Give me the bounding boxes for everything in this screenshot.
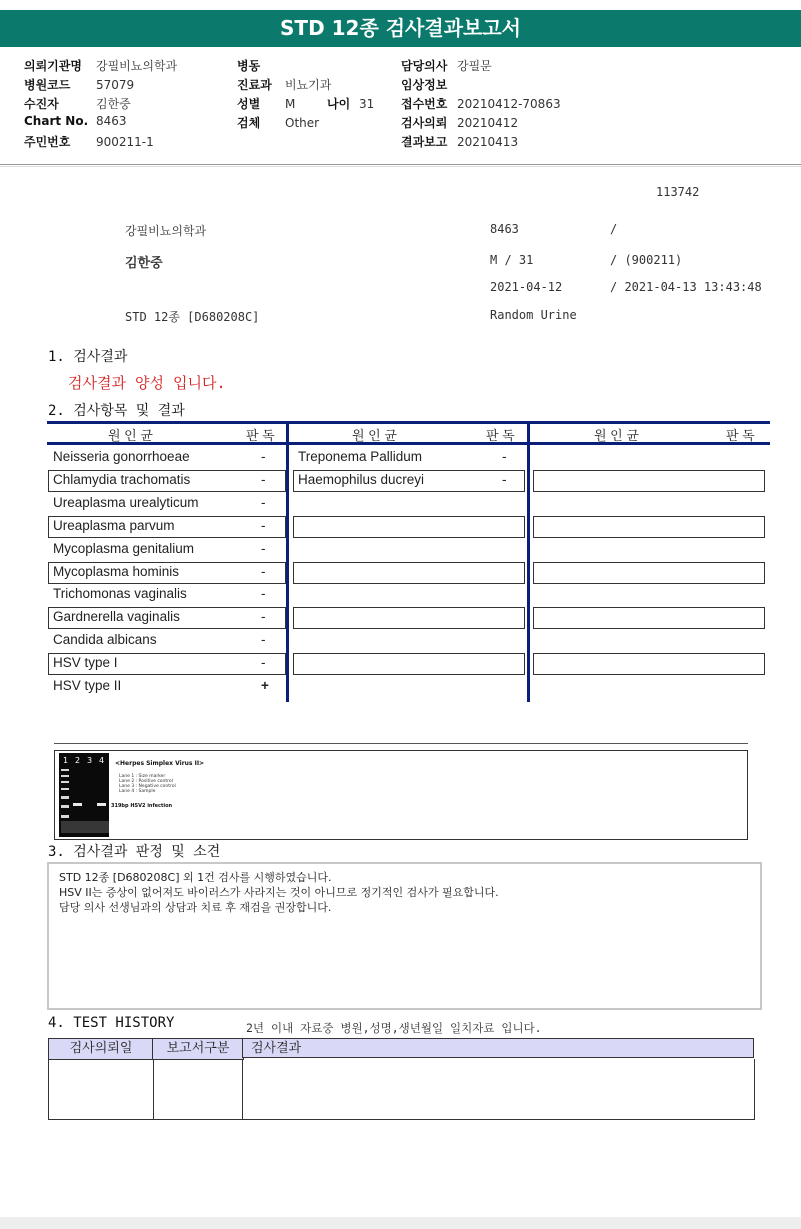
pathogen-result: - — [261, 586, 266, 601]
pathogen-name: Ureaplasma urealyticum — [53, 495, 199, 510]
header-divider-shadow — [0, 166, 801, 167]
sex-value: M — [285, 97, 296, 111]
report-value: 20210413 — [457, 135, 519, 149]
col2-row-box — [293, 653, 525, 675]
gel-lane-label-4: 4 — [99, 756, 105, 765]
col1-pathogen-header: 원 인 균 — [108, 428, 153, 443]
pathogen-result: + — [261, 678, 269, 693]
gel-legend-1: Lane 1 : Size marker — [119, 774, 166, 779]
pathogen-name: Candida albicans — [53, 632, 157, 647]
gel-sample-band — [97, 803, 106, 806]
pathogen-result: - — [261, 609, 266, 624]
gel-legend-3: Lane 3 : Negative control — [119, 784, 176, 789]
age-label: 나이 — [327, 97, 351, 111]
col3-row-box — [533, 470, 765, 492]
gel-image-box — [54, 750, 748, 840]
pathogen-result: - — [261, 655, 266, 670]
header-divider — [0, 164, 801, 165]
receipt-label: 접수번호 — [401, 97, 448, 111]
col3-row-box — [533, 653, 765, 675]
col3-row-box — [533, 562, 765, 584]
report-test: STD 12종 [D680208C] — [125, 310, 260, 324]
report-title: STD 12종 검사결과보고서 — [0, 10, 801, 47]
col3-judge-header: 판 독 — [726, 428, 755, 443]
report-chart: 8463 — [490, 222, 519, 236]
specimen-value: Other — [285, 116, 320, 130]
doctor-value: 강필문 — [457, 59, 492, 73]
age-value: 31 — [359, 97, 375, 111]
report-specimen: Random Urine — [490, 308, 577, 322]
col3-row-box — [533, 516, 765, 538]
results-header-rule — [47, 442, 770, 445]
pathogen-result: - — [261, 495, 266, 510]
history-cell-report-type — [152, 1059, 243, 1120]
pathogen-name: Treponema Pallidum — [298, 449, 423, 464]
pathogen-result: - — [261, 541, 266, 556]
report-birth: / (900211) — [610, 253, 683, 267]
pathogen-result: - — [502, 449, 507, 464]
header-right — [401, 57, 561, 152]
gel-top-rule — [54, 743, 748, 744]
receipt-value: 20210412-70863 — [457, 97, 561, 111]
pathogen-name: HSV type I — [53, 655, 118, 670]
request-label: 검사의뢰 — [401, 116, 448, 130]
pathogen-name: Ureaplasma parvum — [53, 518, 175, 533]
sex-label: 성별 — [237, 97, 261, 111]
positive-message: 검사결과 양성 입니다. — [68, 374, 226, 392]
history-note: 2년 이내 자료중 병원,성명,생년월일 일치자료 입니다. — [246, 1021, 542, 1035]
col2-row-box — [293, 516, 525, 538]
pathogen-result: - — [261, 472, 266, 487]
report-chart-slash: / — [610, 222, 618, 236]
doctor-label: 담당의사 — [401, 59, 448, 73]
gel-lane-label-2: 2 — [75, 756, 81, 765]
report-patient: 김한중 — [125, 256, 163, 271]
report-sex-age: M / 31 — [490, 253, 534, 267]
col2-row-box — [293, 607, 525, 629]
pathogen-name: Neisseria gonorrhoeae — [53, 449, 190, 464]
section3-title: 3. 검사결과 판정 및 소견 — [48, 844, 221, 860]
results-top-rule — [47, 421, 770, 424]
section1-title: 1. 검사결과 — [48, 349, 128, 365]
pathogen-result: - — [261, 518, 266, 533]
history-table — [48, 1038, 756, 1120]
request-value: 20210412 — [457, 116, 519, 130]
resident-label: 주민번호 — [24, 135, 71, 149]
hospital-value: 강필비뇨의학과 — [96, 59, 178, 73]
code-value: 57079 — [96, 78, 135, 92]
section2-title: 2. 검사항목 및 결과 — [48, 403, 185, 419]
col1-judge-header: 판 독 — [246, 428, 275, 443]
ward-label: 병동 — [237, 59, 261, 73]
header-left — [24, 57, 177, 152]
pathogen-name: Trichomonas vaginalis — [53, 586, 187, 601]
gel-legend-2: Lane 2 : Positive control — [119, 779, 173, 784]
report-id: 113742 — [656, 185, 700, 199]
pathogen-result: - — [261, 449, 266, 464]
pathogen-name: Haemophilus ducreyi — [298, 472, 425, 487]
chart-label: Chart No. — [24, 114, 89, 128]
dept-label: 진료과 — [237, 78, 272, 92]
gel-primer-haze — [61, 821, 109, 833]
pathogen-name: HSV type II — [53, 678, 122, 693]
resident-value: 900211-1 — [96, 135, 154, 149]
history-header-request-date: 검사의뢰일 — [48, 1038, 154, 1060]
history-header-report-type: 보고서구분 — [152, 1038, 244, 1060]
pathogen-name: Mycoplasma genitalium — [53, 541, 195, 556]
gel-band-label: 319bp HSV2 infection — [111, 803, 173, 809]
col-divider-2 — [527, 421, 530, 702]
report-report-datetime: / 2021-04-13 13:43:48 — [610, 280, 762, 294]
findings-box — [47, 862, 762, 1010]
pathogen-result: - — [261, 632, 266, 647]
col2-pathogen-header: 원 인 균 — [352, 428, 397, 443]
finding-line-3: 담당 의사 선생님과의 상담과 치료 후 재검을 권장합니다. — [59, 901, 332, 914]
gel-electrophoresis-image — [55, 751, 747, 839]
col2-row-box — [293, 562, 525, 584]
specimen-label: 검체 — [237, 116, 261, 130]
chart-value: 8463 — [96, 114, 127, 128]
pathogen-name: Gardnerella vaginalis — [53, 609, 180, 624]
pathogen-name: Chlamydia trachomatis — [53, 472, 191, 487]
clinical-label: 임상정보 — [401, 78, 448, 92]
header-middle — [237, 57, 374, 133]
gel-lane-label-3: 3 — [87, 756, 93, 765]
col3-pathogen-header: 원 인 균 — [594, 428, 639, 443]
report-label: 결과보고 — [401, 135, 448, 149]
section4-title: 4. TEST HISTORY — [48, 1015, 175, 1031]
gel-positive-band — [73, 803, 82, 806]
pathogen-result: - — [261, 564, 266, 579]
history-cell-result — [242, 1059, 755, 1120]
col2-judge-header: 판 독 — [486, 428, 515, 443]
report-hospital: 강필비뇨의학과 — [125, 224, 207, 238]
page-bottom-band — [0, 1217, 801, 1229]
history-cell-request-date — [48, 1059, 154, 1120]
code-label: 병원코드 — [24, 78, 71, 92]
report-request-date: 2021-04-12 — [490, 280, 563, 294]
patient-value: 김한중 — [96, 97, 131, 111]
gel-legend-4: Lane 4 : Sample — [119, 789, 156, 794]
dept-value: 비뇨기과 — [285, 78, 332, 92]
gel-lane-label-1: 1 — [63, 756, 69, 765]
gel-title: <Herpes Simplex Virus II> — [115, 760, 205, 767]
hospital-label: 의뢰기관명 — [24, 59, 82, 73]
pathogen-result: - — [502, 472, 507, 487]
history-header-result: 검사결과 — [242, 1038, 754, 1058]
finding-line-1: STD 12종 [D680208C] 외 1건 검사를 시행하였습니다. — [59, 871, 332, 884]
patient-label: 수진자 — [24, 97, 59, 111]
col3-row-box — [533, 607, 765, 629]
pathogen-name: Mycoplasma hominis — [53, 564, 180, 579]
col-divider-1 — [286, 421, 289, 702]
finding-line-2: HSV II는 증상이 없어져도 바이러스가 사라지는 것이 아니므로 정기적인 검사가 필요합니다. — [59, 886, 499, 899]
